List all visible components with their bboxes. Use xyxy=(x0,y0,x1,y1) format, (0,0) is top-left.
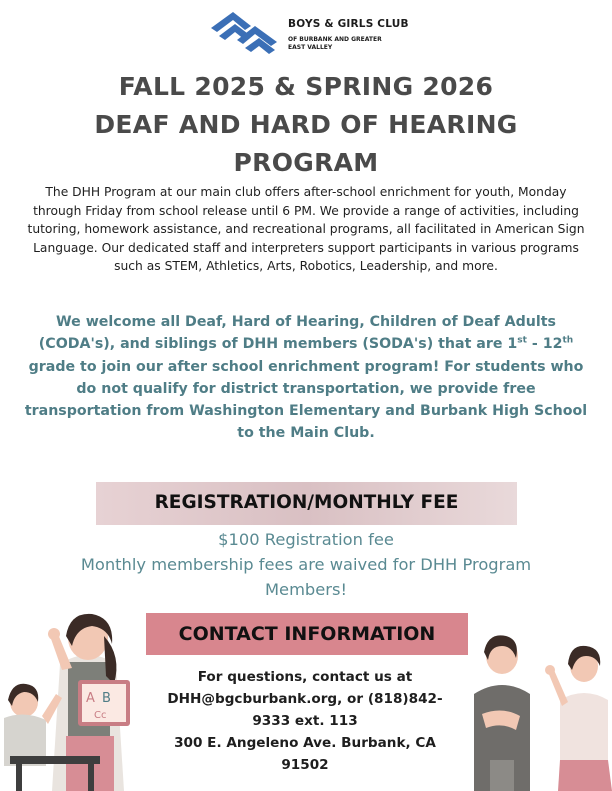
board-letter-b: B xyxy=(102,691,111,706)
logo-name: BOYS & GIRLS CLUB xyxy=(288,18,409,30)
welcome-sup-1: st xyxy=(517,335,527,346)
welcome-text-1: We welcome all Deaf, Hard of Hearing, Children of Deaf Adults (CODA's), and siblings of DHH members (SODA's) that are 1 xyxy=(38,314,556,353)
page-title xyxy=(60,68,552,182)
welcome-paragraph xyxy=(18,311,594,445)
logo-subtitle-line2: EAST VALLEY xyxy=(288,44,333,51)
club-logo xyxy=(183,2,419,66)
welcome-sup-2: th xyxy=(562,335,574,346)
title-line-1: FALL 2025 & SPRING 2026 xyxy=(118,72,494,101)
registration-fee: $100 Registration fee xyxy=(218,530,394,549)
club-logo-icon xyxy=(205,10,283,56)
contact-info xyxy=(150,666,460,776)
fee-info xyxy=(40,527,572,602)
title-line-3: PROGRAM xyxy=(233,148,379,177)
board-letter-a: A xyxy=(86,691,95,706)
signing-people-illustration xyxy=(468,630,612,791)
title-line-2: DEAF AND HARD OF HEARING xyxy=(94,110,518,139)
program-description: The DHH Program at our main club offers after-school enrichment for youth, Monday through Friday from school release until 6 PM. We provide a range of activities, including tutoring, homework assistance, and recreational programs, all facilitated in American Sign Language. Our dedicated staff and interpreters support participants in various programs such as STEM, Athletics, Arts, Robotics, Leadership, and more. xyxy=(27,185,585,274)
contact-heading-band xyxy=(146,613,468,655)
teacher-illustration xyxy=(0,606,150,791)
registration-heading: REGISTRATION/MONTHLY FEE xyxy=(154,492,459,513)
contact-address: 300 E. Angeleno Ave. Burbank, CA 91502 xyxy=(174,735,436,773)
contact-line-1: For questions, contact us at xyxy=(197,669,413,685)
logo-subtitle xyxy=(288,36,382,52)
fee-waiver: Monthly membership fees are waived for DHH Program Members! xyxy=(80,555,532,599)
welcome-text-2: - 12 xyxy=(526,336,563,353)
board-letter-c: Cc xyxy=(94,710,107,721)
welcome-text-3: grade to join our after school enrichment program! For students who do not qualify for district transportation, we provide free transportation from Washington Elementary and Burbank High School to the Main Club. xyxy=(24,358,588,442)
logo-subtitle-line1: OF BURBANK AND GREATER xyxy=(288,36,382,43)
contact-email-phone[interactable]: DHH@bgcburbank.org, or (818)842-9333 ext. 113 xyxy=(167,691,443,729)
registration-heading-band xyxy=(96,482,517,525)
contact-heading: CONTACT INFORMATION xyxy=(178,623,436,645)
